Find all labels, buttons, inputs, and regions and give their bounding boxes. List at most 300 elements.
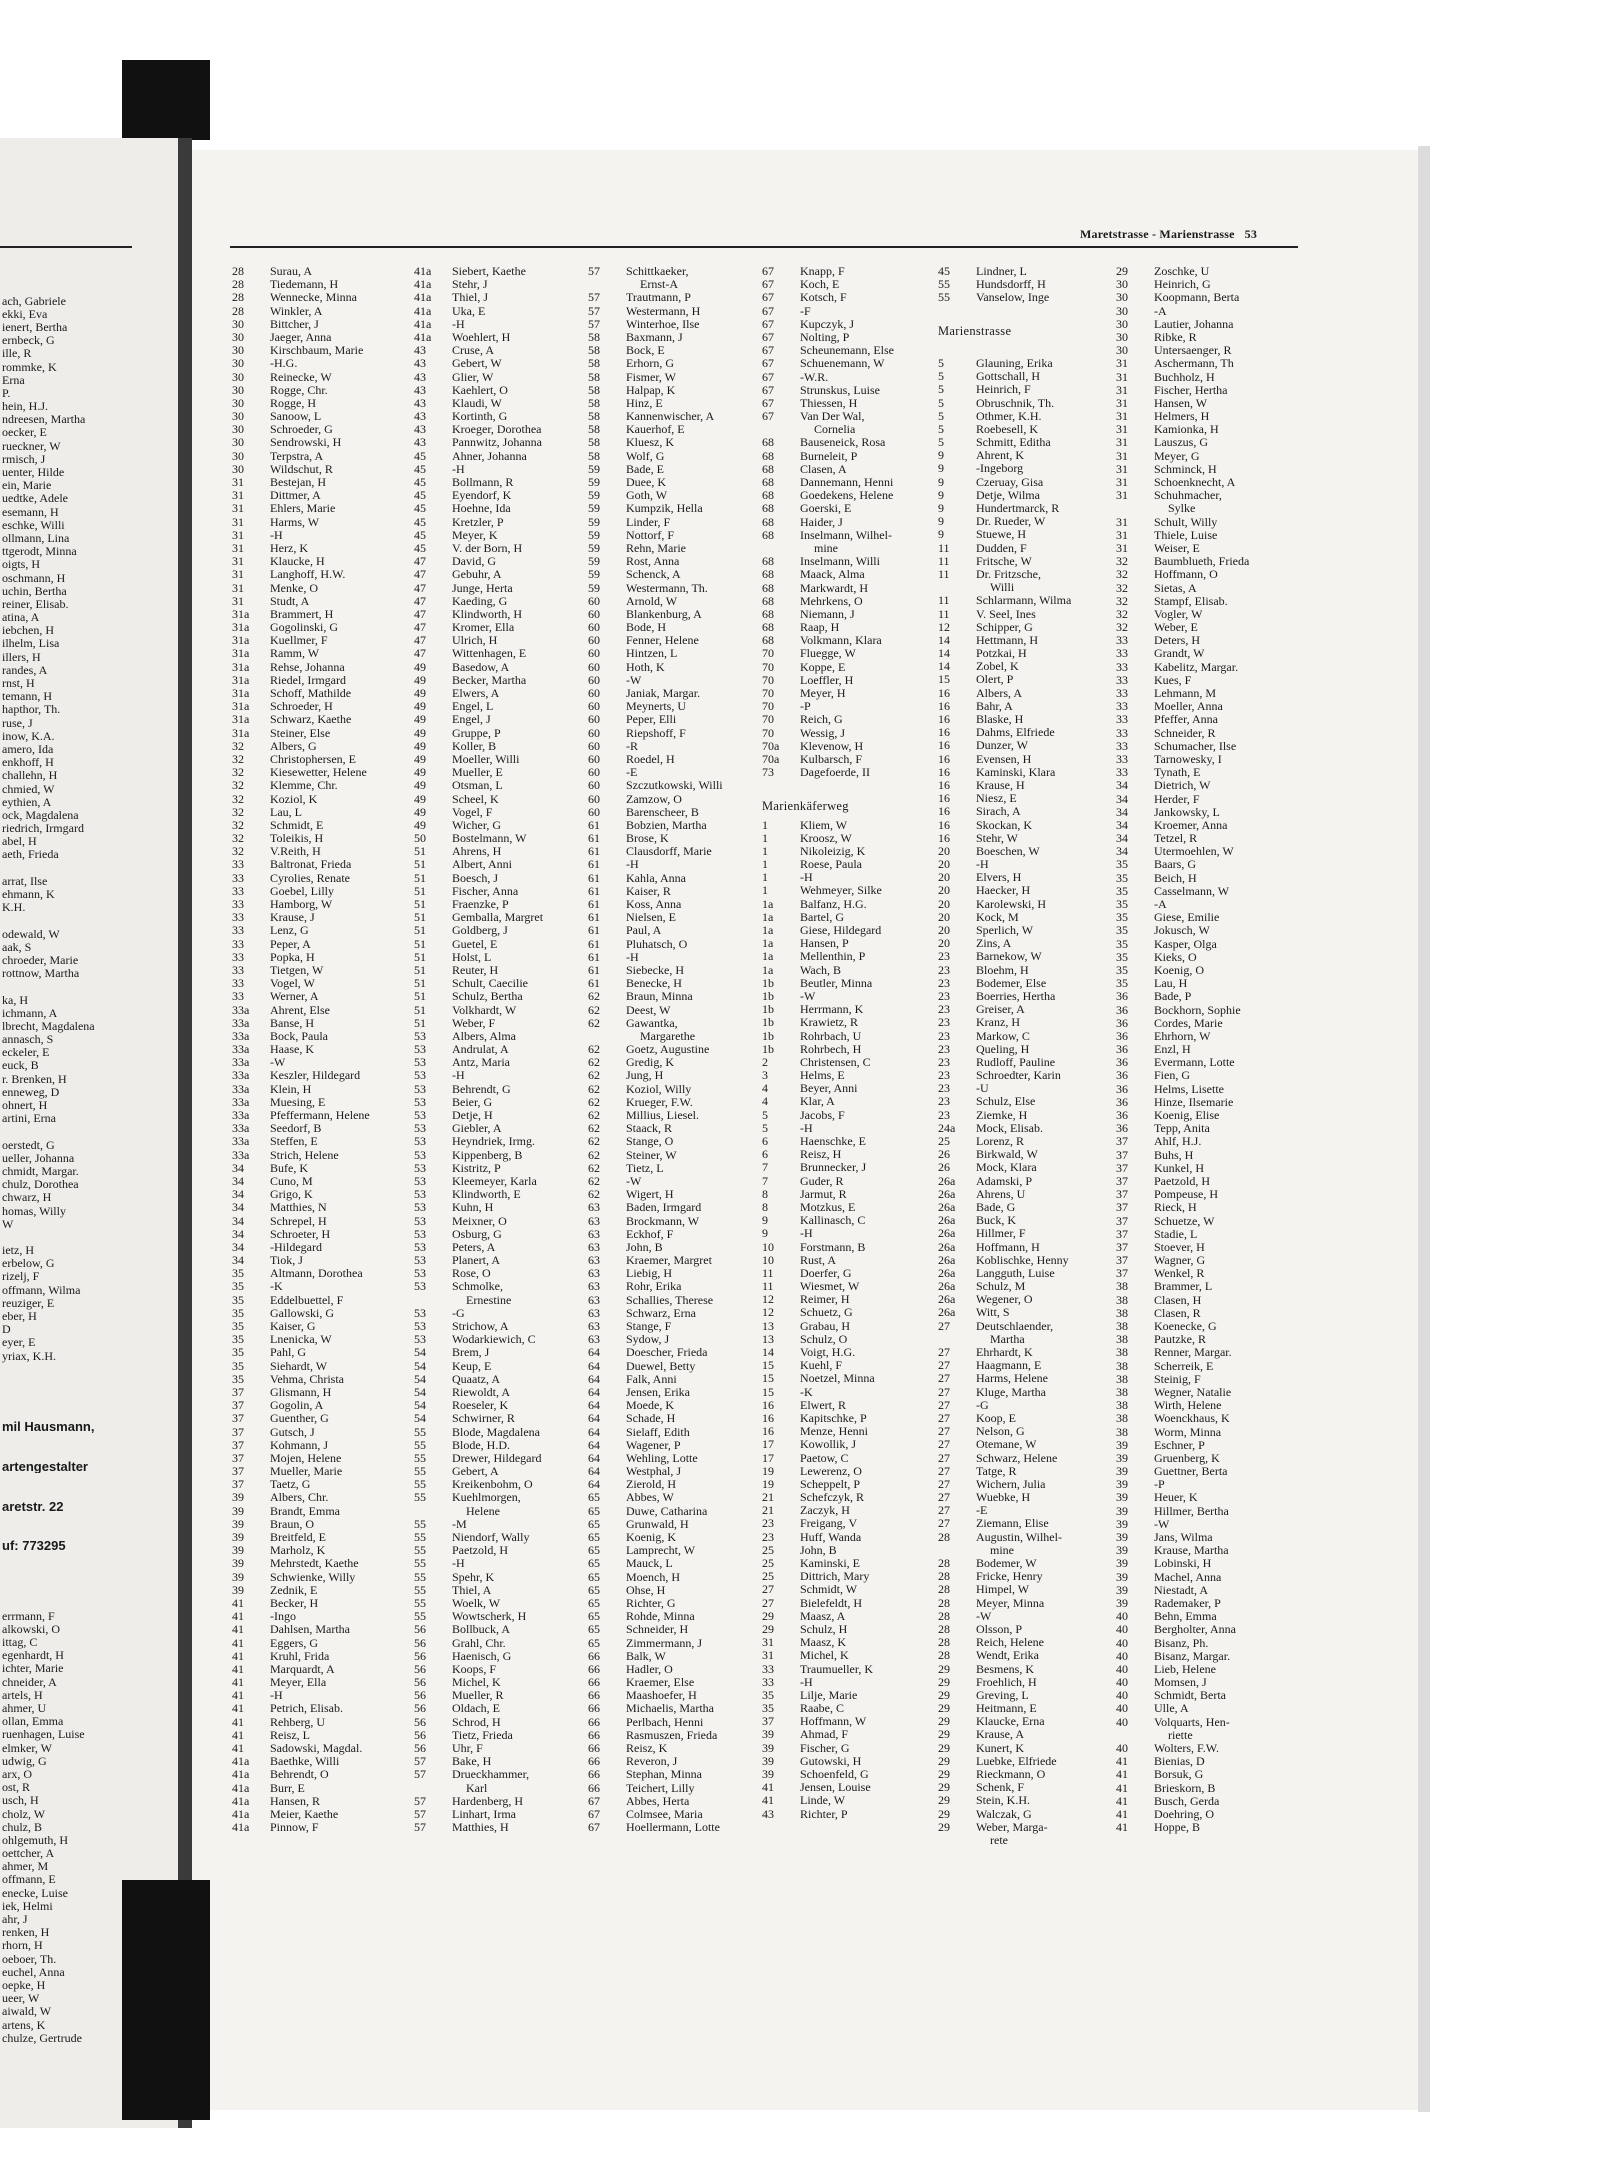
resident-entry [938, 621, 1114, 634]
resident-name: Banse, H [270, 1016, 314, 1030]
resident-entry [762, 1043, 938, 1056]
house-number: 39 [1116, 1570, 1128, 1584]
house-number [938, 305, 976, 318]
resident-entry [1116, 766, 1296, 779]
resident-entry [588, 1782, 764, 1795]
house-number: 35 [1116, 963, 1128, 977]
house-number: 31 [762, 1636, 774, 1650]
resident-name: Schrepel, H [270, 1214, 327, 1228]
resident-entry [1116, 410, 1296, 423]
resident-entry [1116, 898, 1296, 911]
resident-entry [232, 687, 412, 700]
house-number: 67 [762, 344, 774, 358]
house-number: 64 [588, 1359, 600, 1373]
resident-entry [1116, 1294, 1296, 1307]
house-number: 55 [414, 1596, 426, 1610]
resident-entry [588, 1426, 764, 1439]
house-number: 41a [232, 1807, 250, 1821]
house-number: 31a [232, 647, 250, 661]
house-number: 8 [762, 1200, 768, 1214]
resident-name: Volquarts, Hen- [1154, 1715, 1230, 1729]
resident-entry [588, 291, 764, 304]
resident-entry [232, 1254, 412, 1267]
resident-name: Junge, Herta [452, 581, 513, 595]
resident-entry [414, 858, 590, 871]
resident-entry [762, 450, 938, 463]
house-number: 26 [938, 1148, 950, 1162]
house-number: 14 [938, 633, 950, 647]
house-number: 26a [938, 1174, 956, 1188]
resident-entry [1116, 793, 1296, 806]
resident-name: Cordes, Marie [1154, 1016, 1223, 1030]
resident-entry [938, 1834, 1114, 1847]
resident-entry [588, 1412, 764, 1425]
resident-name: Fischer, Hertha [1154, 383, 1228, 397]
resident-entry [938, 1438, 1114, 1451]
left-entry: eber, H [2, 1310, 37, 1324]
resident-entry [414, 793, 590, 806]
resident-entry [414, 1346, 590, 1359]
resident-entry [762, 1175, 938, 1188]
resident-name: Hettmann, H [976, 633, 1038, 647]
resident-entry [1116, 357, 1296, 370]
house-number: 53 [414, 1240, 426, 1254]
resident-name: Mock, Klara [976, 1161, 1037, 1175]
resident-name: Heyndriek, Irmg. [452, 1135, 535, 1149]
left-entry: hein, H.J. [2, 400, 48, 414]
resident-entry [588, 990, 764, 1003]
resident-name: Lilje, Marie [800, 1688, 858, 1702]
resident-entry [414, 1716, 590, 1729]
resident-entry [232, 265, 412, 278]
resident-entry [938, 1702, 1114, 1715]
resident-entry [1116, 1096, 1296, 1109]
resident-entry [414, 753, 590, 766]
resident-entry [232, 1096, 412, 1109]
resident-entry [1116, 1689, 1296, 1702]
resident-entry [1116, 331, 1296, 344]
house-number: 68 [762, 581, 774, 595]
resident-entry [1116, 1333, 1296, 1346]
house-number: 65 [588, 1544, 600, 1558]
house-number: 30 [232, 357, 244, 371]
resident-entry [1116, 1399, 1296, 1412]
resident-entry [588, 397, 764, 410]
house-number: 67 [762, 265, 774, 278]
resident-entry [762, 1715, 938, 1728]
resident-entry [232, 1729, 412, 1742]
resident-entry [414, 1478, 590, 1491]
left-entry: Erna [2, 373, 25, 387]
house-number: 47 [414, 634, 426, 648]
resident-name: Klemme, Chr. [270, 779, 338, 793]
resident-name: Ahmad, F [800, 1728, 848, 1742]
resident-entry [762, 1702, 938, 1715]
house-number: 33a [232, 1069, 250, 1083]
house-number: 68 [762, 634, 774, 648]
resident-entry [232, 911, 412, 924]
resident-entry [762, 937, 938, 950]
house-number: 34 [232, 1174, 244, 1188]
resident-name: Czeruay, Gisa [976, 475, 1044, 489]
resident-name: Holst, L [452, 950, 492, 964]
resident-entry [938, 1122, 1114, 1135]
house-number: 39 [1116, 1465, 1128, 1479]
resident-entry [762, 634, 938, 647]
resident-entry [938, 383, 1114, 396]
house-number: 40 [1116, 1662, 1128, 1676]
house-number: 41 [232, 1702, 244, 1716]
resident-name: Brockmann, W [626, 1214, 700, 1228]
resident-entry [588, 806, 764, 819]
resident-name: -H [270, 528, 283, 542]
resident-entry [762, 476, 938, 489]
house-number: 61 [588, 950, 600, 964]
resident-entry [232, 1795, 412, 1808]
house-number: 43 [414, 357, 426, 371]
resident-entry [588, 568, 764, 581]
resident-entry [1116, 1650, 1296, 1663]
resident-entry [1116, 819, 1296, 832]
house-number [762, 423, 800, 436]
house-number: 26a [938, 1214, 956, 1228]
resident-name: Klar, A [800, 1095, 835, 1109]
house-number: 37 [1116, 1267, 1128, 1281]
resident-entry [414, 410, 590, 423]
left-entry: enecke, Luise [2, 1886, 68, 1900]
resident-name: Schwarz, Erna [626, 1306, 696, 1320]
resident-name: Guetel, E [452, 937, 498, 951]
house-number: 60 [588, 726, 600, 740]
resident-name: Seedorf, B [270, 1122, 322, 1136]
left-entry [2, 914, 130, 927]
resident-name: Gottschall, H [976, 370, 1040, 384]
resident-entry [232, 1465, 412, 1478]
resident-name: Toleikis, H [270, 832, 324, 846]
resident-entry [232, 1531, 412, 1544]
resident-entry [762, 1768, 938, 1781]
house-number: 49 [414, 739, 426, 753]
resident-entry [1116, 1518, 1296, 1531]
resident-name: Koop, E [976, 1411, 1016, 1425]
left-page-column [2, 268, 130, 2058]
resident-entry [588, 713, 764, 726]
house-number: 33 [1116, 726, 1128, 740]
resident-name: Winkler, A [270, 304, 323, 318]
resident-name: Obruschnik, Th. [976, 396, 1055, 410]
resident-entry [414, 1557, 590, 1570]
resident-name: Knapp, F [800, 265, 845, 278]
resident-entry [938, 265, 1114, 278]
resident-entry [588, 1215, 764, 1228]
house-number: 56 [414, 1662, 426, 1676]
house-number: 41a [414, 304, 432, 318]
resident-name: Koenecke, G [1154, 1320, 1217, 1333]
house-number: 27 [762, 1583, 774, 1597]
book-gutter [178, 138, 192, 2128]
resident-name: Tiedemann, H [270, 278, 339, 292]
resident-name: Behn, Emma [1154, 1610, 1217, 1624]
resident-name: -G [452, 1306, 465, 1320]
house-number: 41a [232, 1794, 250, 1808]
resident-name: Brem, J [452, 1346, 490, 1360]
house-number: 31a [232, 634, 250, 648]
resident-name: Busch, Gerda [1154, 1794, 1220, 1808]
resident-name: Ziemann, Elise [976, 1517, 1049, 1531]
left-entry: riedrich, Irmgard [2, 822, 84, 836]
house-number: 32 [232, 752, 244, 766]
house-number: 35 [1116, 911, 1128, 925]
resident-name: Heinrich, G [1154, 278, 1211, 292]
resident-name: Herder, F [1154, 792, 1200, 806]
resident-name: Schoenfeld, G [800, 1768, 869, 1781]
resident-name: Wirth, Helene [1154, 1399, 1222, 1413]
resident-name: -H [800, 1121, 813, 1135]
house-number: 36 [1116, 1029, 1128, 1043]
resident-entry [414, 1399, 590, 1412]
resident-entry [938, 1280, 1114, 1293]
resident-entry [762, 898, 938, 911]
house-number: 10 [762, 1240, 774, 1254]
resident-name: Ehrhardt, K [976, 1346, 1033, 1359]
resident-name: Eschner, P [1154, 1438, 1205, 1452]
resident-name: Fluegge, W [800, 647, 856, 661]
house-number: 30 [232, 423, 244, 437]
resident-name: Kuellmer, F [270, 634, 328, 648]
resident-entry [938, 476, 1114, 489]
left-entry: enkhoff, H [2, 756, 54, 770]
resident-name: Mehrkens, O [800, 594, 863, 608]
resident-name: Dahms, Elfriede [976, 726, 1055, 740]
resident-name: Schallies, Therese [626, 1293, 714, 1307]
resident-name: V. Seel, Ines [976, 607, 1036, 621]
house-number: 63 [588, 1227, 600, 1241]
resident-name: Goedekens, Helene [800, 489, 894, 503]
resident-entry [232, 1320, 412, 1333]
house-number: 65 [588, 1583, 600, 1597]
resident-name: Fien, G [1154, 1069, 1190, 1083]
resident-entry [1116, 1175, 1296, 1188]
resident-entry [1116, 938, 1296, 951]
house-number: 14 [938, 647, 950, 661]
resident-name: Breitfeld, E [270, 1531, 326, 1544]
house-number: 61 [588, 832, 600, 846]
resident-name: Kallinasch, C [800, 1214, 866, 1228]
resident-name: Doerfer, G [800, 1266, 852, 1280]
house-number: 45 [414, 476, 426, 489]
resident-entry [762, 740, 938, 753]
house-number: 23 [938, 1055, 950, 1069]
resident-name: Brunnecker, J [800, 1161, 867, 1175]
house-number: 61 [588, 871, 600, 885]
house-number: 29 [938, 1662, 950, 1676]
house-number: 31 [232, 476, 244, 489]
resident-entry [762, 1570, 938, 1583]
resident-entry [938, 858, 1114, 871]
resident-entry [762, 265, 938, 278]
house-number: 63 [588, 1201, 600, 1215]
resident-entry [762, 858, 938, 871]
resident-name: -G [976, 1398, 989, 1412]
house-number: 37 [1116, 1227, 1128, 1241]
house-number: 40 [1116, 1702, 1128, 1716]
resident-name: Baltronat, Frieda [270, 858, 352, 872]
resident-name: Raabe, C [800, 1702, 844, 1716]
house-number: 57 [588, 291, 600, 305]
resident-entry [762, 502, 938, 515]
resident-entry [1116, 1716, 1296, 1729]
resident-entry [1116, 1544, 1296, 1557]
resident-name: Giese, Emilie [1154, 911, 1220, 925]
left-entry: iek, Helmi [2, 1899, 53, 1913]
resident-name: Helms, Lisette [1154, 1082, 1224, 1096]
house-number: 23 [938, 1095, 950, 1109]
resident-name: Blaske, H [976, 713, 1024, 726]
resident-name: Meyer, K [452, 528, 498, 542]
house-number: 33a [232, 1082, 250, 1096]
resident-name: Ramm, W [270, 647, 320, 661]
resident-name: Uhr, F [452, 1742, 483, 1755]
house-number: 39 [762, 1768, 774, 1781]
house-number: 32 [1116, 621, 1128, 635]
house-number: 31 [1116, 489, 1128, 503]
directory-column-2 [414, 265, 590, 1834]
resident-entry [414, 463, 590, 476]
resident-entry [232, 727, 412, 740]
resident-name: Guettner, Berta [1154, 1465, 1228, 1479]
resident-name: Blode, H.D. [452, 1438, 510, 1452]
left-entry: ernbeck, G [2, 334, 55, 348]
resident-entry [414, 898, 590, 911]
house-number: 11 [938, 607, 950, 621]
resident-name: Schittkaeker, [626, 265, 689, 278]
resident-entry [1116, 1808, 1296, 1821]
resident-name: Kluge, Martha [976, 1385, 1046, 1399]
house-number: 27 [938, 1398, 950, 1412]
resident-name: Elwers, A [452, 687, 500, 700]
resident-name: Langhoff, H.W. [270, 568, 346, 582]
resident-entry [938, 1227, 1114, 1240]
house-number: 68 [762, 476, 774, 489]
resident-entry [762, 832, 938, 845]
resident-name: Kahla, Anna [626, 871, 686, 885]
resident-name: -U [976, 1082, 989, 1096]
house-number: 26a [938, 1200, 956, 1214]
resident-entry [1116, 1439, 1296, 1452]
resident-name: Voigt, H.G. [800, 1346, 856, 1359]
resident-entry [414, 344, 590, 357]
house-number: 16 [938, 792, 950, 806]
resident-entry [232, 502, 412, 515]
resident-name: Stange, F [626, 1320, 672, 1333]
house-number: 56 [414, 1636, 426, 1650]
resident-name: Koch, E [800, 278, 840, 292]
resident-name: Hillmer, Bertha [1154, 1504, 1229, 1518]
house-number: 39 [1116, 1544, 1128, 1558]
resident-entry [1116, 1491, 1296, 1504]
resident-name: Lenz, G [270, 924, 309, 938]
ad-line-2: artengestalter [2, 1459, 88, 1473]
house-number: 33 [232, 898, 244, 911]
resident-entry [588, 1254, 764, 1267]
resident-entry [938, 1030, 1114, 1043]
resident-name: Jankowsky, L [1154, 805, 1220, 819]
resident-entry [232, 806, 412, 819]
left-entry: rizelj, F [2, 1270, 40, 1284]
house-number: 40 [1116, 1623, 1128, 1637]
resident-name: Marholz, K [270, 1544, 326, 1558]
resident-name: Schwarz, Helene [976, 1451, 1058, 1465]
house-number [938, 1834, 976, 1847]
resident-entry [762, 884, 938, 897]
house-number: 15 [938, 673, 950, 687]
resident-entry [232, 1346, 412, 1359]
resident-entry [414, 1096, 590, 1109]
resident-name: Wittenhagen, E [452, 647, 527, 661]
resident-name: Thiele, Luise [1154, 528, 1218, 542]
house-number: 70 [762, 673, 774, 687]
house-number: 34 [232, 1214, 244, 1228]
resident-name: Millius, Liesel. [626, 1109, 699, 1122]
resident-name: Tietz, L [626, 1161, 664, 1175]
resident-entry [588, 621, 764, 634]
house-number: 53 [414, 1227, 426, 1241]
resident-name: Roeseler, K [452, 1399, 509, 1413]
resident-name: Blankenburg, A [626, 607, 702, 621]
house-number: 38 [1116, 1346, 1128, 1360]
house-number: 39 [232, 1570, 244, 1584]
resident-name: -F [800, 304, 811, 318]
resident-name: Martha [990, 1332, 1025, 1346]
house-number: 28 [938, 1596, 950, 1610]
resident-entry [938, 1794, 1114, 1807]
resident-name: Kieks, O [1154, 950, 1197, 964]
resident-name: Traumueller, K [800, 1662, 874, 1676]
directory-column-5 [938, 265, 1114, 1847]
resident-entry [232, 964, 412, 977]
house-number: 37 [232, 1425, 244, 1439]
resident-name: Rohr, Erika [626, 1280, 682, 1294]
house-number: 17 [762, 1438, 774, 1452]
resident-name: Bockhorn, Sophie [1154, 1003, 1241, 1017]
resident-entry [1116, 1346, 1296, 1359]
house-number: 32 [1116, 594, 1128, 608]
resident-name: Woehlert, H [452, 330, 511, 344]
resident-name: Hoehne, Ida [452, 502, 511, 516]
resident-entry [938, 1254, 1114, 1267]
house-number: 2 [762, 1055, 768, 1069]
resident-name: Weiser, E [1154, 541, 1200, 555]
resident-name: Albers, Alma [452, 1029, 516, 1043]
house-number: 70 [762, 647, 774, 661]
resident-name: Teichert, Lilly [626, 1781, 695, 1795]
resident-name: Buck, K [976, 1214, 1016, 1228]
resident-name: Barenscheer, B [626, 805, 699, 819]
resident-name: Renner, Margar. [1154, 1346, 1232, 1360]
resident-name: mine [990, 1543, 1014, 1557]
house-number: 24a [938, 1121, 956, 1135]
resident-entry [1116, 582, 1296, 595]
resident-entry [232, 872, 412, 885]
resident-entry [232, 1505, 412, 1518]
house-number: 61 [588, 937, 600, 951]
resident-name: Rasmuszen, Frieda [626, 1728, 718, 1742]
resident-entry [232, 318, 412, 331]
house-number: 39 [1116, 1504, 1128, 1518]
house-number: 60 [588, 673, 600, 687]
resident-entry [1116, 740, 1296, 753]
house-number: 33a [232, 1109, 250, 1122]
